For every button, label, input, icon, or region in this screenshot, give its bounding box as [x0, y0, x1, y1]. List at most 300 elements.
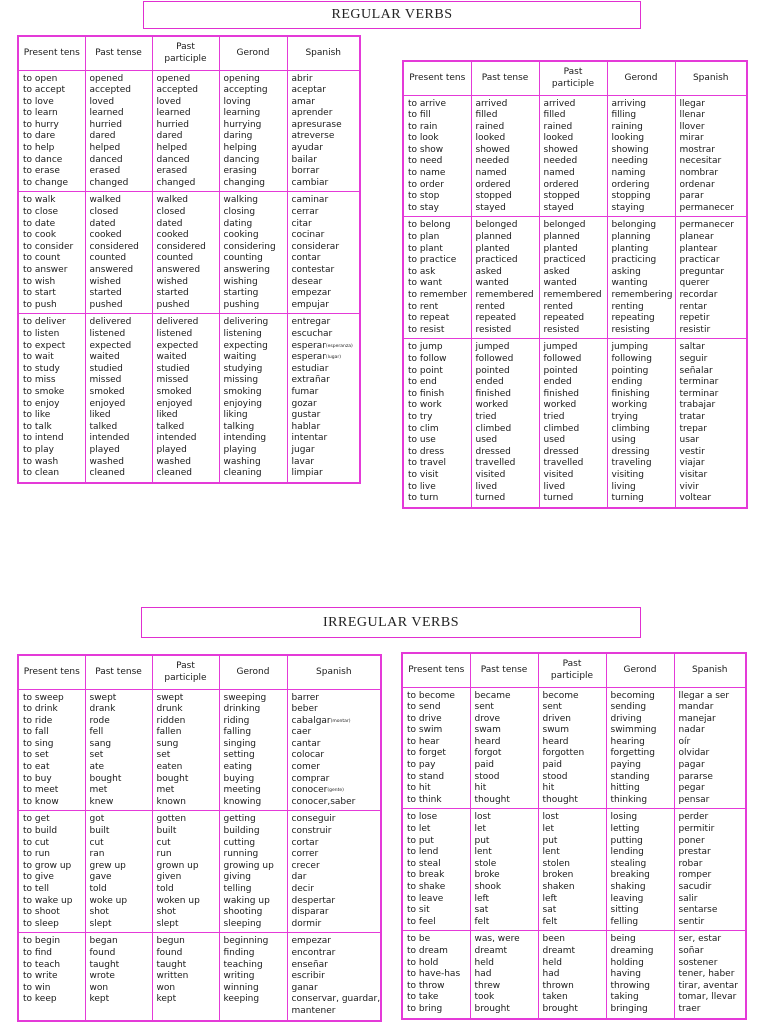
verb-past-tense — [475, 783, 538, 795]
verb-present-tense — [407, 691, 470, 703]
verb-spanish-text: mirar — [679, 133, 704, 144]
verb-group-present-tense-cell — [402, 687, 470, 809]
verb-past-participle-text: slept — [156, 918, 179, 929]
verb-present-tense-text: to sweep — [23, 692, 64, 703]
verb-present-tense — [408, 447, 471, 459]
verb-past-tense — [90, 230, 152, 242]
verb-past-tense — [476, 482, 539, 494]
spanish-note: (lugar) — [325, 355, 341, 361]
verb-gerund-text: traveling — [611, 458, 652, 469]
verb-past-participle-text: wanted — [543, 278, 577, 289]
verb-spanish-text: conseguir — [291, 814, 336, 825]
verb-gerund-text: counting — [223, 253, 263, 264]
verb-past-tense — [476, 342, 539, 354]
verb-gerund — [611, 870, 674, 882]
verb-spanish — [679, 772, 746, 784]
verb-past-tense-text: learned — [89, 108, 124, 119]
verb-group-row — [402, 931, 746, 1019]
verb-past-tense-text: drank — [89, 704, 116, 715]
verb-past-tense — [476, 145, 539, 157]
verb-present-tense-text: to practice — [408, 255, 457, 266]
verb-group-present-tense-cell — [403, 339, 471, 508]
verb-past-participle-text: answered — [156, 265, 201, 275]
verb-spanish-text: necesitar — [679, 156, 722, 167]
verb-gerund-text: having — [610, 969, 641, 980]
verb-present-tense — [23, 433, 85, 445]
verb-past-participle-text: run — [156, 849, 172, 860]
verb-present-tense — [23, 727, 85, 739]
verb-spanish — [679, 737, 746, 749]
verb-present-tense-text: to play — [23, 444, 54, 455]
verb-past-tense — [90, 739, 152, 751]
verb-present-tense-text: to live — [408, 481, 436, 492]
verb-spanish-text: sacudir — [678, 882, 712, 892]
verb-past-participle — [157, 219, 219, 231]
verb-present-tense — [408, 325, 471, 337]
verb-past-participle-text: forgotten — [542, 748, 585, 759]
verb-past-participle — [544, 156, 607, 168]
verb-gerund-text: climbing — [611, 423, 650, 434]
verb-gerund-text: delivering — [223, 317, 269, 328]
verb-spanish — [292, 994, 381, 1006]
verb-spanish — [292, 242, 360, 254]
verb-spanish — [292, 896, 381, 908]
verb-past-tense-text: used — [475, 435, 498, 446]
verb-gerund-text: being — [610, 934, 636, 945]
verb-spanish — [680, 110, 747, 122]
verb-group-gerund-cell — [219, 70, 287, 192]
verb-gerund-text: shooting — [223, 907, 263, 918]
verb-past-tense-text: worked — [475, 400, 509, 411]
verb-gerund-text: repeating — [611, 313, 655, 324]
verb-spanish — [292, 375, 360, 387]
verb-past-tense-text: pointed — [475, 365, 510, 376]
verb-spanish — [292, 849, 381, 861]
verb-spanish — [292, 826, 381, 838]
verb-past-participle-text: closed — [156, 207, 186, 218]
verb-present-tense-text: to jump — [408, 342, 443, 353]
verb-spanish — [680, 400, 747, 412]
verb-spanish-text: atreverse — [291, 131, 335, 142]
verb-past-participle — [543, 725, 606, 737]
verb-spanish-text: estudiar — [291, 363, 329, 374]
verb-spanish — [679, 783, 746, 795]
verb-past-participle-text: waited — [156, 352, 187, 363]
verb-present-tense-text: to let — [407, 824, 431, 835]
verb-gerund-text: lending — [610, 847, 644, 858]
verb-gerund-text: losing — [610, 812, 638, 823]
verb-spanish-text: practicar — [679, 255, 720, 266]
verb-present-tense-text: to hit — [407, 783, 431, 794]
verb-group-past-participle-cell — [539, 339, 607, 508]
verb-spanish-text: rentar — [679, 301, 707, 312]
verb-past-tense-text: opened — [89, 73, 124, 84]
verb-past-tense-text: felt — [474, 916, 490, 927]
verb-past-participle — [157, 983, 219, 995]
verb-spanish-text: nadar — [678, 725, 705, 736]
verb-past-tense — [476, 99, 539, 111]
verb-past-tense-text: forgot — [474, 748, 502, 759]
verb-spanish — [292, 971, 381, 983]
verb-past-tense — [475, 981, 538, 993]
verb-present-tense — [23, 716, 85, 728]
verb-past-tense — [90, 155, 152, 167]
verb-spanish-text: apresurase — [291, 119, 342, 130]
verb-past-participle-text: asked — [543, 266, 570, 277]
verb-present-tense-text: to accept — [23, 85, 66, 96]
verb-past-participle — [157, 838, 219, 850]
verb-past-tense — [476, 220, 539, 232]
verb-past-participle-text: studied — [156, 363, 190, 374]
verb-present-tense-text: to look — [408, 133, 439, 144]
verb-spanish-text: disparar — [291, 907, 329, 918]
verb-gerund — [611, 760, 674, 772]
verb-past-participle-text: won — [156, 982, 176, 993]
verb-past-tense — [90, 387, 152, 399]
verb-gerund — [612, 458, 675, 470]
verb-spanish — [292, 750, 381, 762]
verb-spanish — [680, 302, 747, 314]
verb-gerund-text — [224, 1006, 227, 1016]
verb-past-tense-text: stole — [474, 858, 497, 869]
verb-spanish-text: manejar — [678, 713, 716, 724]
verb-past-tense-text: drove — [474, 713, 501, 724]
verb-gerund — [612, 145, 675, 157]
verb-past-tense — [90, 693, 152, 705]
verb-spanish — [680, 458, 747, 470]
verb-past-tense-text: held — [474, 957, 494, 968]
verb-past-tense-text: ate — [89, 762, 105, 773]
verb-spanish-text: llenar — [679, 110, 705, 121]
verb-gerund — [224, 896, 287, 908]
verb-past-participle-text: swum — [542, 725, 570, 736]
verb-past-tense — [476, 168, 539, 180]
verb-spanish-text: limpiar — [291, 468, 323, 479]
verb-group-present-tense-cell — [402, 809, 470, 931]
verb-spanish — [292, 797, 381, 809]
verb-spanish — [292, 155, 360, 167]
verb-spanish — [680, 424, 747, 436]
verb-present-tense — [408, 354, 471, 366]
verb-spanish-text: trepar — [679, 423, 707, 434]
verb-past-tense — [475, 748, 538, 760]
verb-spanish-text: salir — [678, 893, 698, 904]
verb-present-tense-text: to find — [23, 947, 52, 958]
verb-spanish — [292, 85, 360, 97]
verb-past-participle — [543, 748, 606, 760]
verb-present-tense — [408, 122, 471, 134]
verb-present-tense-text: to stand — [407, 771, 445, 782]
verb-gerund — [612, 302, 675, 314]
verb-group-row — [18, 933, 381, 1021]
verb-spanish-text: intentar — [291, 433, 328, 444]
verb-past-participle — [543, 1004, 606, 1016]
verb-past-tense — [476, 458, 539, 470]
verb-past-participle — [544, 203, 607, 215]
verb-gerund — [612, 99, 675, 111]
verb-gerund — [612, 424, 675, 436]
verb-spanish — [292, 265, 360, 277]
verb-gerund — [611, 714, 674, 726]
verb-past-tense-text: needed — [475, 156, 510, 167]
verb-group-present-tense-cell — [402, 931, 470, 1019]
verb-past-participle-text: thrown — [542, 980, 574, 991]
verb-gerund-text: dancing — [223, 154, 260, 165]
verb-spanish-text: pagar — [678, 760, 705, 771]
verb-past-tense-text: planned — [475, 232, 512, 243]
verb-past-participle-text: hurried — [156, 119, 189, 130]
verb-present-tense-text: to learn — [23, 108, 58, 119]
verb-present-tense — [408, 424, 471, 436]
verb-past-participle-text: sat — [542, 905, 557, 916]
verb-past-participle-text: felt — [542, 916, 558, 927]
verb-gerund — [224, 797, 287, 809]
verb-present-tense — [408, 482, 471, 494]
verb-spanish-text: tomar, llevar — [678, 992, 737, 1003]
verb-gerund — [612, 278, 675, 290]
verb-past-tense-text: erased — [89, 166, 121, 177]
column-header-past-participle: Past participle — [152, 36, 219, 70]
verb-spanish-text: romper — [678, 870, 712, 881]
verb-past-tense-text: rented — [475, 301, 506, 312]
verb-spanish-text: pensar — [678, 794, 710, 805]
verb-spanish — [292, 74, 360, 86]
verb-past-participle — [543, 847, 606, 859]
verb-spanish — [679, 1004, 746, 1016]
verb-spanish — [292, 166, 360, 178]
verb-past-tense — [90, 178, 152, 190]
verb-present-tense — [23, 422, 85, 434]
verb-present-tense-text: to break — [407, 870, 445, 881]
verb-present-tense — [407, 917, 470, 929]
verb-spanish — [292, 762, 381, 774]
verb-gerund — [224, 785, 287, 797]
verb-gerund-text: cutting — [223, 837, 256, 848]
verb-past-tense — [90, 253, 152, 265]
verb-spanish — [680, 122, 747, 134]
verb-gerund-text: teaching — [223, 959, 263, 970]
verb-past-tense — [476, 110, 539, 122]
verb-spanish-text: ser, estar — [678, 934, 722, 945]
verb-spanish — [679, 714, 746, 726]
verb-past-tense-text: dressed — [475, 446, 511, 457]
verb-spanish — [680, 470, 747, 482]
verb-past-tense — [475, 847, 538, 859]
verb-spanish-text: llover — [679, 121, 705, 132]
verb-past-tense — [90, 219, 152, 231]
verb-past-tense-text: dated — [89, 218, 116, 229]
verb-gerund — [224, 410, 287, 422]
verb-spanish-text: esperar — [291, 352, 326, 363]
verb-spanish-text: conocer,saber — [291, 796, 356, 807]
verb-gerund-text: setting — [223, 750, 255, 761]
verb-gerund-text: sending — [610, 702, 647, 713]
verb-past-tense-text: cleaned — [89, 468, 125, 479]
verb-present-tense — [23, 762, 85, 774]
verb-past-tense-text: answered — [89, 265, 134, 275]
verb-gerund — [224, 178, 287, 190]
verb-gerund — [224, 948, 287, 960]
verb-past-participle — [543, 714, 606, 726]
verb-past-tense-text: looked — [475, 133, 506, 144]
verb-spanish-text: aprender — [291, 108, 333, 119]
verb-present-tense — [408, 191, 471, 203]
verb-past-tense-text: won — [89, 982, 109, 993]
verb-spanish — [679, 824, 746, 836]
irregular-verbs-title: IRREGULAR VERBS — [141, 607, 641, 638]
verb-past-tense — [476, 435, 539, 447]
verb-past-tense-text: paid — [474, 760, 494, 771]
verb-group-row — [18, 192, 360, 314]
verb-past-participle-text: shaken — [542, 882, 575, 892]
verb-past-participle-text: showed — [543, 144, 579, 155]
verb-past-participle-text: stood — [542, 771, 568, 782]
irregular-table-right — [401, 652, 747, 1020]
header-row — [403, 61, 747, 95]
verb-past-participle — [157, 814, 219, 826]
verb-gerund-text: pushing — [223, 299, 260, 310]
verb-past-tense — [476, 447, 539, 459]
verb-gerund-text: riding — [223, 715, 250, 726]
verb-spanish — [680, 203, 747, 215]
verb-spanish — [292, 143, 360, 155]
verb-spanish — [680, 412, 747, 424]
verb-spanish-text: nombrar — [679, 168, 719, 179]
verb-gerund-text: walking — [223, 195, 259, 206]
verb-past-tense-text: cut — [89, 837, 104, 848]
verb-gerund-text: accepting — [223, 85, 268, 96]
verb-past-tense-text: missed — [89, 375, 122, 386]
verb-present-tense — [23, 826, 85, 838]
verb-gerund — [224, 739, 287, 751]
verb-gerund — [224, 387, 287, 399]
verb-present-tense — [23, 219, 85, 231]
verb-present-tense — [23, 207, 85, 219]
verb-spanish — [680, 342, 747, 354]
verb-past-tense-text: intended — [89, 433, 130, 444]
verb-past-tense — [90, 896, 152, 908]
verb-gerund — [224, 166, 287, 178]
verb-gerund-text: building — [223, 826, 260, 837]
verb-gerund — [611, 836, 674, 848]
verb-gerund — [224, 364, 287, 376]
column-header-gerund: Gerond — [219, 36, 287, 70]
verb-gerund-text: getting — [223, 814, 256, 825]
verb-past-tense — [475, 714, 538, 726]
verb-spanish — [292, 919, 381, 931]
verb-present-tense-text: to resist — [408, 324, 445, 335]
verb-gerund-text: naming — [611, 168, 646, 179]
verb-past-tense-text: showed — [475, 144, 511, 155]
verb-gerund — [611, 725, 674, 737]
verb-past-tense-text: walked — [89, 195, 122, 206]
verb-gerund-text: missing — [223, 375, 259, 386]
verb-past-tense-text: planted — [475, 243, 510, 254]
verb-past-participle — [157, 143, 219, 155]
verb-past-tense — [475, 795, 538, 807]
verb-past-participle-text: erased — [156, 166, 188, 177]
verb-gerund — [612, 412, 675, 424]
verb-past-participle-text: driven — [542, 713, 571, 724]
verb-past-participle-text: wished — [156, 276, 189, 287]
verb-past-tense — [475, 1004, 538, 1016]
verb-past-tense — [476, 267, 539, 279]
verb-gerund-text: waking up — [223, 895, 270, 906]
verb-gerund-text: taking — [610, 992, 639, 1003]
verb-present-tense-text: to take — [407, 992, 439, 1003]
verb-present-tense-text: to have-has — [407, 969, 461, 980]
verb-spanish-text: aceptar — [291, 85, 326, 96]
verb-past-tense — [475, 760, 538, 772]
verb-gerund — [224, 994, 287, 1006]
verb-past-participle — [543, 917, 606, 929]
verb-present-tense-text: to hurry — [23, 119, 59, 130]
verb-group-row — [403, 217, 747, 339]
verb-present-tense-text: to be — [407, 934, 431, 945]
verb-present-tense-text: to try — [408, 411, 433, 422]
verb-past-participle-text: dared — [156, 131, 183, 142]
verb-spanish — [292, 422, 360, 434]
verb-past-tense — [476, 400, 539, 412]
verb-spanish-text: encontrar — [291, 947, 336, 958]
column-header-past-participle: Past participle — [152, 655, 219, 689]
verb-group-past-tense-cell — [85, 811, 152, 933]
verb-present-tense — [23, 143, 85, 155]
verb-past-participle — [544, 447, 607, 459]
verb-spanish-text: tratar — [679, 411, 705, 422]
verb-spanish — [680, 232, 747, 244]
verb-spanish-text: planear — [679, 232, 714, 243]
verb-past-tense — [90, 716, 152, 728]
verb-past-tense — [90, 704, 152, 716]
verb-present-tense-text: to sit — [407, 905, 430, 916]
verb-group-past-participle-cell — [152, 192, 219, 314]
verb-gerund — [224, 108, 287, 120]
verb-spanish — [680, 482, 747, 494]
verb-gerund-text: wishing — [223, 276, 258, 287]
verb-gerund-text: turning — [611, 493, 644, 504]
verb-past-participle — [543, 691, 606, 703]
verb-present-tense-text: to rent — [408, 301, 439, 312]
verb-spanish-text: hablar — [291, 421, 321, 432]
verb-present-tense-text: to date — [23, 218, 56, 229]
verb-spanish-text: citar — [291, 218, 312, 229]
verb-gerund-text: washing — [223, 456, 261, 467]
verb-gerund-text: helping — [223, 143, 257, 154]
verb-group-past-tense-cell — [470, 687, 538, 809]
verb-spanish — [292, 108, 360, 120]
verb-present-tense — [23, 814, 85, 826]
verb-spanish — [292, 727, 381, 739]
verb-gerund — [612, 133, 675, 145]
verb-present-tense — [23, 774, 85, 786]
verb-past-tense-text: washed — [89, 456, 125, 467]
verb-gerund-text: waiting — [223, 352, 257, 363]
verb-past-tense-text: listened — [89, 328, 126, 339]
verb-present-tense-text: to expect — [23, 340, 66, 351]
verb-group-spanish-cell — [675, 95, 747, 217]
verb-past-tense — [475, 812, 538, 824]
verb-present-tense — [23, 983, 85, 995]
verb-past-participle — [544, 168, 607, 180]
verb-past-participle-text: become — [542, 690, 579, 701]
verb-gerund — [612, 203, 675, 215]
verb-spanish-text: querer — [679, 278, 710, 289]
verb-group-spanish-cell — [674, 931, 746, 1019]
verb-spanish — [679, 882, 746, 894]
verb-gerund-text: beginning — [223, 936, 269, 947]
verb-past-participle-text: pushed — [156, 299, 190, 310]
